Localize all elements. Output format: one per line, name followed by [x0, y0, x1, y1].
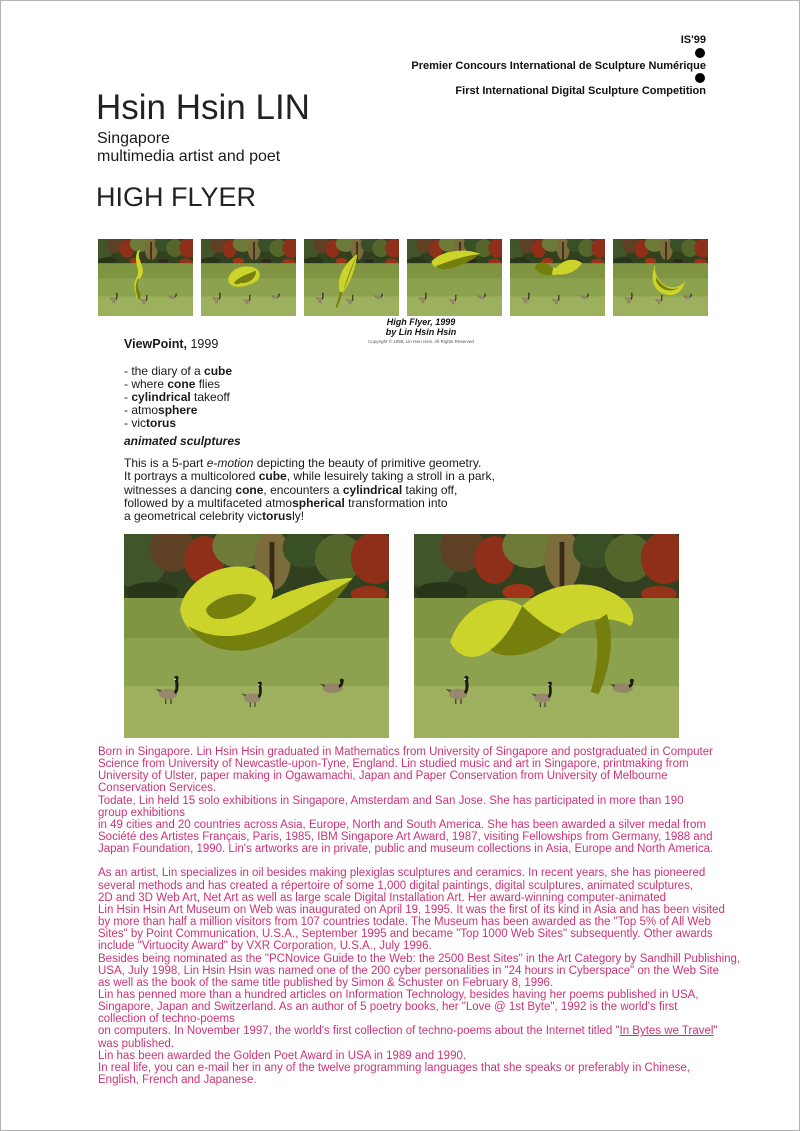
thumbnail-frame-5[interactable] — [510, 239, 605, 316]
bio-section — [98, 746, 740, 1086]
text-line: Société des Artistes Français, Paris, 1985, IBM Singapore Art Award, 1987, visiting Fellowships from Germany, 1988 and — [98, 831, 713, 844]
caption-title: High Flyer, 1999 — [386, 317, 456, 327]
event-code: IS'99 — [680, 34, 706, 46]
text-line: - where cone flies — [124, 377, 221, 392]
text-line: in 49 cities and 20 countries across Asia, Europe, North and South America. She has been awarded a silver medal from — [98, 818, 706, 831]
viewpoint-subtitle: animated sculptures — [124, 434, 241, 448]
text-line: Sites" by Point Communication, U.S.A., September 1995 and became "Top 1000 Web Sites" subsequently. Other awards — [98, 928, 713, 941]
event-title-french: Premier Concours International de Sculpture Numérique — [411, 60, 706, 72]
text-line: Besides being nominated as the "PCNovice Guide to the Web: the 2500 Best Sites" in the Art Category by Sandhill Publishing, — [98, 952, 741, 965]
bullet-dot-icon — [695, 48, 705, 58]
work-description — [124, 457, 495, 523]
text-line: Born in Singapore. Lin Hsin Hsin graduated in Mathematics from University of Singapore and postgraduated in Computer — [98, 746, 713, 758]
text-line: - the diary of a cube — [124, 364, 233, 378]
event-title-english: First International Digital Sculpture Competition — [455, 85, 706, 97]
in-bytes-we-travel-link[interactable]: In Bytes we Travel — [619, 1025, 714, 1038]
text-line: by more than half a million visitors from 107 countries todate. The Museum has been awarded as the "Top 5% of All Web — [98, 916, 711, 929]
animation-filmstrip — [98, 239, 708, 316]
text-line: 2D and 3D Web Art, Net Art as well as large scale Digital Installation Art. Her award-winning computer-animated — [98, 891, 667, 904]
work-title: HIGH FLYER — [96, 182, 257, 212]
thumbnail-frame-6[interactable] — [613, 239, 708, 316]
thumbnail-frame-3[interactable] — [304, 239, 399, 316]
text-line: Lin has penned more than a hundred articles on Information Technology, besides having her poems published in USA, — [98, 988, 699, 1001]
text-line: on computers. In November 1997, the world's first collection of techno-poems about the Internet titled "In Bytes we Travel" — [98, 1025, 718, 1038]
caption-copyright: Copyright © 1999, Lin Hsin Hsin. All Rights Reserved — [368, 339, 474, 344]
text-line: was published. — [98, 1037, 175, 1050]
text-line: witnesses a dancing cone, encounters a cylindrical taking off, — [124, 482, 458, 497]
text-line: - atmosphere — [124, 403, 198, 418]
text-line: as well as the book of the same title published by Simon & Schuster on February 8, 1996. — [98, 976, 554, 989]
text-line: - cylindrical takeoff — [124, 390, 230, 405]
text-line: Science from University of Newcastle-upon-Tyne, England. Lin studied music and art in Singapore, printmaking from — [98, 758, 689, 771]
artist-role: multimedia artist and poet — [97, 148, 281, 165]
text-line: English, French and Japanese. — [98, 1074, 257, 1087]
text-line: It portrays a multicolored cube, while lesuirely taking a stroll in a park, — [124, 469, 495, 484]
text-line: Lin has been awarded the Golden Poet Award in USA in 1989 and 1990. — [98, 1049, 467, 1062]
high-flyer-still-1 — [124, 534, 389, 738]
caption-author: by Lin Hsin Hsin — [385, 327, 457, 337]
text-line: several methods and has created a répertoire of some 1,000 digital paintings, digital sculptures, animated sculptures, — [98, 879, 694, 892]
bullet-dot-icon — [695, 73, 705, 83]
text-line: USA, July 1998, Lin Hsin Hsin was named one of the 200 cyber personalities in "24 hours in Cyberspace" on the Web Site — [98, 964, 719, 977]
viewpoint-list — [124, 365, 232, 430]
text-line: Singapore, Japan and Switzerland. As an author of 5 poetry books, her "Love @ 1st Byte", 1992 is the world's first — [98, 1001, 678, 1014]
artist-name: Hsin Hsin LIN — [96, 88, 310, 127]
text-line: This is a 5-part e-motion depicting the beauty of primitive geometry. — [124, 456, 482, 470]
artist-country: Singapore — [97, 130, 170, 147]
text-line: Japan Foundation, 1990. Lin's artworks are in private, public and museum collections in Asia, Europe and North America. — [98, 843, 714, 856]
text-line: Conservation Services. — [98, 782, 217, 795]
text-line: - victorus — [124, 416, 176, 431]
thumbnail-frame-4[interactable] — [407, 239, 502, 316]
text-line: Lin Hsin Hsin Art Museum on Web was inaugurated on April 19, 1995. It was the first of its kind in Asia and has been visited — [98, 903, 725, 916]
text-line: In real life, you can e-mail her in any of the twelve programming languages that she speaks or preferably in Chinese, — [98, 1061, 690, 1074]
bio-paragraph-2 — [98, 867, 740, 1086]
high-flyer-still-2 — [414, 534, 679, 738]
text-line: Todate, Lin held 15 solo exhibitions in Singapore, Amsterdam and San Jose. She has participated in more than 190 — [98, 794, 684, 807]
bio-paragraph-1 — [98, 746, 740, 855]
thumbnail-frame-2[interactable] — [201, 239, 296, 316]
text-line: University of Ulster, paper making in Ogawamachi, Japan and Paper Conservation from University of Melbourne — [98, 770, 668, 783]
text-line: a geometrical celebrity victorusly! — [124, 509, 305, 524]
text-line: As an artist, Lin specializes in oil besides making plexiglas sculptures and ceramics. In recent years, she has pioneered — [98, 867, 706, 880]
text-line: include "Virtuocity Award" by VXR Corporation, U.S.A., July 1996. — [98, 940, 432, 953]
text-line: followed by a multifaceted atmospherical transformation into — [124, 495, 448, 510]
thumbnail-frame-1[interactable] — [98, 239, 193, 316]
caption — [359, 317, 483, 344]
text-line: collection of techno-poems — [98, 1013, 235, 1026]
viewpoint-heading: ViewPoint, 1999 — [124, 337, 219, 351]
text-line: group exhibitions — [98, 806, 185, 819]
